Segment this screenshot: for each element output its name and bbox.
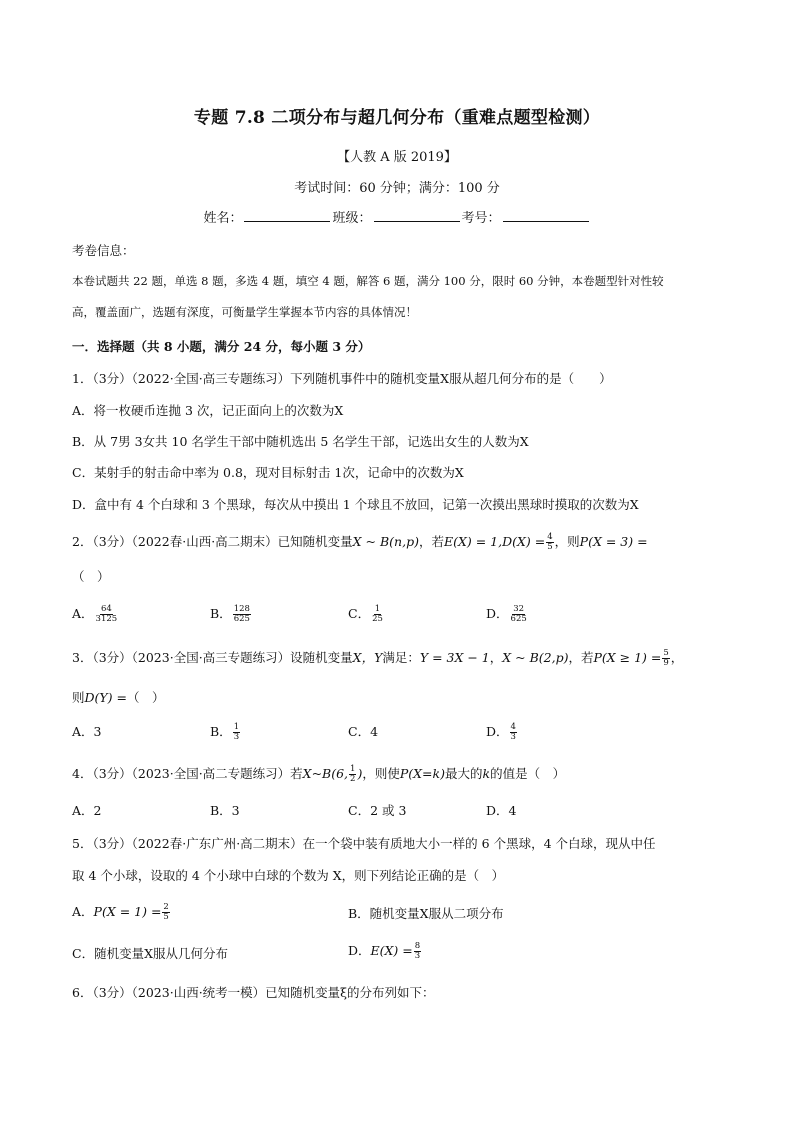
q3-option-a: A．3	[72, 724, 102, 739]
q5-option-d: D．E(X) = $\frac{8}{3}$	[348, 941, 421, 961]
number-field[interactable]	[503, 209, 589, 222]
q5-stem-line-1: 5．（3分）（2022春·广东广州·高二期末）在一个袋中装有质地大小一样的 6 个黑球，4 个白球，现从中任	[72, 836, 656, 851]
q6-stem: 6．（3分）（2023·山西·统考一模）已知随机变量ξ的分布列如下：	[72, 985, 435, 1000]
class-label: 班级：	[332, 211, 372, 226]
q1-option-d: D．盒中有 4 个白球和 3 个黑球，每次从中摸出 1 个球且不放回，记第一次摸出黑球时摸取的次数为X	[72, 497, 639, 512]
q1-stem: 1．（3分）（2022·全国·高三专题练习）下列随机事件中的随机变量X服从超几何分布的是（ ）	[72, 371, 612, 386]
q3-stem: 3．（3分）（2023·全国·高三专题练习）设随机变量X，Y满足：Y = 3X − 1，X ~ B(2,p)，若P(X ≥ 1) = $\frac{5}{9}$ ，	[72, 648, 684, 668]
q2-paren: （ ）	[72, 569, 110, 584]
q3-relation-1: Y = 3X − 1	[419, 650, 490, 665]
student-info-row	[0, 207, 794, 226]
q3-condition: P(X ≥ 1) =	[593, 650, 662, 665]
q1-option-a: A．将一枚硬币连抛 3 次，记正面向上的次数为X	[72, 403, 344, 418]
q2-distribution: X ~ B(n,p)	[352, 534, 419, 549]
exam-time: 考试时间：60 分钟；满分：100 分	[294, 181, 500, 196]
q3-fraction: $\frac{5}{9}$	[663, 648, 669, 668]
q3-relation-2: X ~ B(2,p)	[502, 650, 569, 665]
name-label: 姓名：	[203, 211, 243, 226]
q2-option-d: D． $\frac{32}{625}$	[486, 604, 527, 624]
q4-option-a: A．2	[72, 803, 102, 818]
q3-stem-line-2: 则D(Y) =（ ）	[72, 690, 165, 705]
q4-option-b: B．3	[210, 803, 240, 818]
q2-target: P(X = 3) =	[579, 534, 648, 549]
number-label: 考号：	[461, 211, 501, 226]
page-title: 专题 7.8 二项分布与超几何分布（重难点题型检测）	[193, 108, 601, 128]
section-heading: 一．选择题（共 8 小题，满分 24 分，每小题 3 分）	[72, 339, 371, 354]
q4-probability: P(X=k)	[399, 766, 445, 781]
q3-option-b: B． $\frac{1}{3}$	[210, 722, 240, 742]
q4-stem: 4．（3分）（2023·全国·高二专题练习）若X~B(6, $\frac{1}{2}$ )，则使P(X=k)最大的k的值是（ ）	[72, 764, 566, 784]
q5-option-b: B．随机变量X服从二项分布	[348, 906, 504, 921]
name-field[interactable]	[244, 209, 330, 222]
class-field[interactable]	[374, 209, 460, 222]
q3-vars: X，Y	[352, 650, 383, 665]
q2-option-c: C． $\frac{1}{25}$	[348, 604, 383, 624]
q4-option-c: C．2 或 3	[348, 803, 407, 818]
info-heading: 考卷信息：	[72, 243, 135, 258]
q3-option-d: D． $\frac{4}{3}$	[486, 722, 516, 742]
q5-option-c: C．随机变量X服从几何分布	[72, 946, 228, 961]
q4-option-d: D．4	[486, 803, 517, 818]
q5-option-a: A．P(X = 1) = $\frac{2}{5}$	[72, 902, 169, 922]
q2-option-a: A． $\frac{64}{3125}$	[72, 604, 118, 624]
q5-stem-line-2: 取 4 个小球，设取的 4 个小球中白球的个数为 X，则下列结论正确的是（ ）	[72, 868, 505, 883]
q1-option-b: B．从 7男 3女共 10 名学生干部中随机选出 5 名学生干部，记选出女生的人数为X	[72, 434, 529, 449]
info-line-2: 高，覆盖面广，选题有深度，可衡量学生掌握本节内容的具体情况！	[72, 305, 417, 319]
q2-stem: 2．（3分）（2022春·山西·高二期末）已知随机变量X ~ B(n,p)，若E(X) = 1,D(X) = $\frac{4}{5}$ ，则P(X = 3) =	[72, 532, 648, 552]
q1-option-c: C．某射手的射击命中率为 0.8，现对目标射击 1次，记命中的次数为X	[72, 465, 464, 480]
q2-option-b: B． $\frac{128}{625}$	[210, 604, 250, 624]
q3-option-c: C．4	[348, 724, 379, 739]
edition-label: 【人教 A 版 2019】	[337, 150, 457, 165]
q2-fraction: $\frac{4}{5}$	[547, 532, 553, 552]
info-line-1: 本卷试题共 22 题，单选 8 题，多选 4 题，填空 4 题，解答 6 题，满分 100 分，限时 60 分钟，本卷题型针对性较	[72, 274, 664, 288]
q2-condition: E(X) = 1,D(X) =	[443, 534, 546, 549]
q4-distribution: X~B(6,	[302, 766, 349, 781]
